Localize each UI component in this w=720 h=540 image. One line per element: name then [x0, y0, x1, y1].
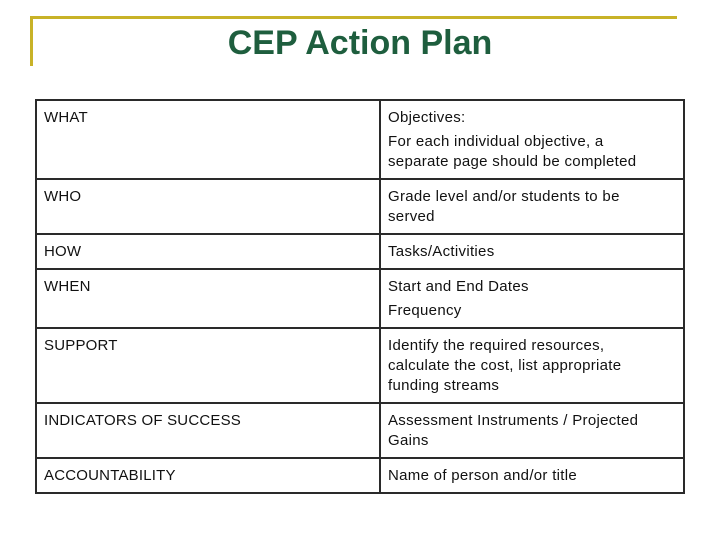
row-description-when [380, 269, 684, 328]
table-row [36, 234, 684, 269]
description-line: Start and End Dates [388, 278, 529, 295]
page-title: CEP Action Plan [227, 24, 493, 62]
row-description-what [380, 100, 684, 179]
description-line: Frequency [388, 302, 462, 319]
description-line: Identify the required resources, [388, 337, 605, 354]
table-row [36, 100, 684, 179]
table-row [36, 328, 684, 403]
table-row [36, 458, 684, 493]
row-description-who [380, 179, 684, 234]
description-line: Assessment Instruments / Projected [388, 412, 639, 429]
description-line: served [388, 208, 435, 225]
row-label-when: WHEN [36, 269, 380, 328]
row-label-indicators-of-success: INDICATORS OF SUCCESS [36, 403, 380, 458]
table-row [36, 403, 684, 458]
row-label-how: HOW [36, 234, 380, 269]
description-line: separate page should be completed [388, 153, 637, 170]
accent-top-rule [30, 16, 677, 19]
description-line: funding streams [388, 377, 500, 394]
row-label-support: SUPPORT [36, 328, 380, 403]
row-description-indicators-of-success [380, 403, 684, 458]
description-line: Gains [388, 432, 429, 449]
description-line: Objectives: [388, 109, 466, 126]
description-line: Grade level and/or students to be [388, 188, 620, 205]
table-row [36, 269, 684, 328]
row-description-accountability [380, 458, 684, 493]
row-description-support [380, 328, 684, 403]
description-line: For each individual objective, a [388, 133, 604, 150]
description-line: Tasks/Activities [388, 243, 495, 260]
description-line: Name of person and/or title [388, 467, 578, 484]
row-label-what: WHAT [36, 100, 380, 179]
row-label-accountability: ACCOUNTABILITY [36, 458, 380, 493]
table-row [36, 179, 684, 234]
action-plan-table [35, 99, 685, 494]
row-description-how [380, 234, 684, 269]
description-line: calculate the cost, list appropriate [388, 357, 622, 374]
row-label-who: WHO [36, 179, 380, 234]
